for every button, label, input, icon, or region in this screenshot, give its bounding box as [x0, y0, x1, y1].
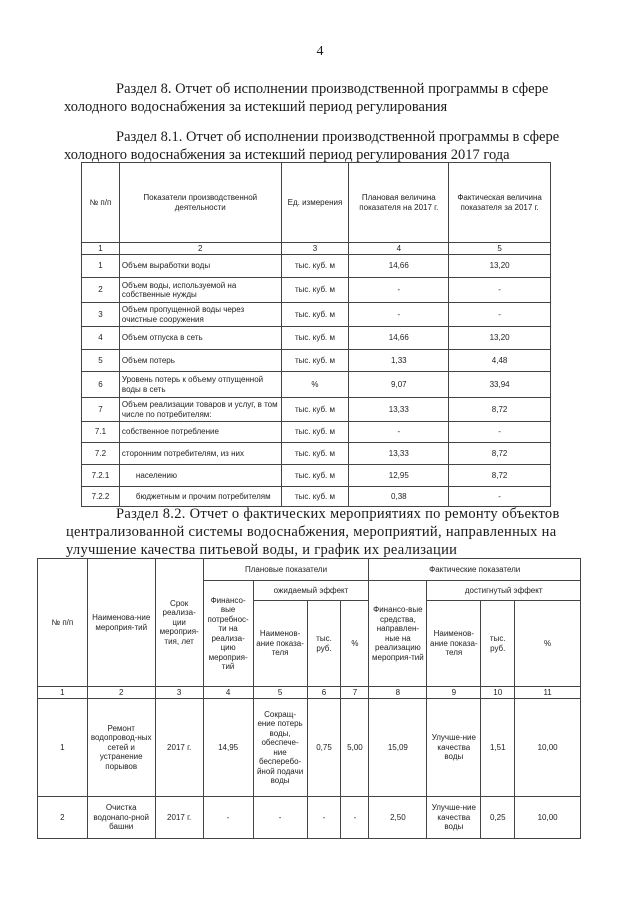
- row-term: 2017 г.: [155, 699, 203, 797]
- row-fact: 13,20: [449, 327, 551, 350]
- col-number: 1: [38, 687, 88, 699]
- row-achieved-rub: 1,51: [481, 699, 515, 797]
- table-row: [82, 255, 551, 278]
- row-fact: -: [449, 278, 551, 303]
- section-8-2-title-cont2: улучшение качества питьевой воды, и график их реализации: [66, 542, 458, 558]
- table-row: [82, 327, 551, 350]
- row-indicator: бюджетным и прочим потребителям: [119, 487, 281, 507]
- section-8-title: Раздел 8. Отчет об исполнении производственной программы в сфере: [116, 81, 549, 97]
- header-fact: Фактическая величина показателя за 2017 г.: [449, 163, 551, 243]
- header-indicator: Показатели производственной деятельности: [119, 163, 281, 243]
- row-measure-name: Ремонт водопровод-ных сетей и устранение порывов: [87, 699, 155, 797]
- section-8-1-title: Раздел 8.1. Отчет об исполнении производственной программы в сфере: [116, 129, 560, 145]
- col-number: 2: [119, 243, 281, 255]
- table-row: [82, 422, 551, 443]
- row-plan: 13,33: [349, 443, 449, 465]
- row-unit: тыс. куб. м: [281, 487, 349, 507]
- row-indicator: Объем реализации товаров и услуг, в том числе по потребителям:: [119, 398, 281, 422]
- row-no: 7.2.1: [82, 465, 120, 487]
- row-no: 1: [38, 699, 88, 797]
- header-no: № п/п: [38, 559, 88, 687]
- header-expected-pct: %: [341, 601, 369, 687]
- row-expected-rub: 0,75: [307, 699, 341, 797]
- row-no: 2: [82, 278, 120, 303]
- row-unit: тыс. куб. м: [281, 443, 349, 465]
- row-plan: 1,33: [349, 350, 449, 372]
- row-fact: -: [449, 422, 551, 443]
- header-achieved-pct: %: [515, 601, 581, 687]
- row-fact: -: [449, 303, 551, 327]
- header-expected-name: Наименов-ание показа-теля: [253, 601, 307, 687]
- row-plan-finance: 14,95: [203, 699, 253, 797]
- row-indicator: Объем выработки воды: [119, 255, 281, 278]
- col-number: 1: [82, 243, 120, 255]
- page-number: 4: [316, 44, 324, 59]
- row-achieved-pct: 10,00: [515, 797, 581, 839]
- header-plan: Плановая величина показателя на 2017 г.: [349, 163, 449, 243]
- col-number: 8: [369, 687, 427, 699]
- header-achieved-rub: тыс. руб.: [481, 601, 515, 687]
- section-8-title-cont: холодного водоснабжения за истекший период регулирования: [64, 99, 448, 115]
- row-no: 7: [82, 398, 120, 422]
- row-unit: тыс. куб. м: [281, 350, 349, 372]
- header-fact-finance: Финансо-вые средства, направлен-ные на реализацию мероприя-тий: [369, 581, 427, 687]
- row-unit: тыс. куб. м: [281, 255, 349, 278]
- row-achieved-pct: 10,00: [515, 699, 581, 797]
- row-expected-name: Сокращ-ение потерь воды, обеспече-ние бесперебо-йной подачи воды: [253, 699, 307, 797]
- col-number: 5: [449, 243, 551, 255]
- row-plan: 0,38: [349, 487, 449, 507]
- table-row: [82, 303, 551, 327]
- header-plan-indicators: Плановые показатели: [203, 559, 369, 581]
- col-number: 11: [515, 687, 581, 699]
- row-no: 2: [38, 797, 88, 839]
- header-measure-name: Наименова-ние мероприя-тий: [87, 559, 155, 687]
- row-indicator: Объем потерь: [119, 350, 281, 372]
- row-indicator: Объем отпуска в сеть: [119, 327, 281, 350]
- row-expected-pct: 5,00: [341, 699, 369, 797]
- row-plan: -: [349, 303, 449, 327]
- row-no: 5: [82, 350, 120, 372]
- table-row: [82, 465, 551, 487]
- row-fact: -: [449, 487, 551, 507]
- column-number-row: [82, 243, 551, 255]
- row-no: 6: [82, 372, 120, 398]
- col-number: 5: [253, 687, 307, 699]
- row-no: 7.1: [82, 422, 120, 443]
- header-no: № п/п: [82, 163, 120, 243]
- col-number: 10: [481, 687, 515, 699]
- col-number: 7: [341, 687, 369, 699]
- col-number: 4: [349, 243, 449, 255]
- section-8-2-title-cont: централизованной системы водоснабжения, мероприятий, направленных на: [66, 524, 557, 540]
- col-number: 9: [427, 687, 481, 699]
- header-plan-finance: Финансо-вые потребнос-ти на реализа-цию мероприя-тий: [203, 581, 253, 687]
- row-plan-finance: -: [203, 797, 253, 839]
- col-number: 6: [307, 687, 341, 699]
- row-fact: 13,20: [449, 255, 551, 278]
- table-row: [82, 398, 551, 422]
- header-expected-rub: тыс. руб.: [307, 601, 341, 687]
- table-row: [82, 372, 551, 398]
- header-expected-effect: ожидаемый эффект: [253, 581, 369, 601]
- header-term: Срок реализа-ции мероприя-тия, лет: [155, 559, 203, 687]
- row-indicator: населению: [119, 465, 281, 487]
- row-plan: 9,07: [349, 372, 449, 398]
- table-row: [38, 699, 581, 797]
- row-fact: 33,94: [449, 372, 551, 398]
- row-indicator: Уровень потерь к объему отпущенной воды в сеть: [119, 372, 281, 398]
- row-indicator: Объем пропущенной воды через очистные сооружения: [119, 303, 281, 327]
- col-number: 3: [155, 687, 203, 699]
- row-plan: 12,95: [349, 465, 449, 487]
- header-achieved-effect: достигнутый эффект: [427, 581, 581, 601]
- row-plan: 14,66: [349, 327, 449, 350]
- row-no: 7.2.2: [82, 487, 120, 507]
- header-unit: Ед. измерения: [281, 163, 349, 243]
- row-unit: тыс. куб. м: [281, 398, 349, 422]
- section-8-2-title: Раздел 8.2. Отчет о фактических мероприятиях по ремонту объектов: [116, 506, 560, 522]
- row-unit: тыс. куб. м: [281, 278, 349, 303]
- table-row: [82, 350, 551, 372]
- row-indicator: Объем воды, используемой на собственные нужды: [119, 278, 281, 303]
- row-plan: 13,33: [349, 398, 449, 422]
- table-row: [82, 487, 551, 507]
- row-plan: -: [349, 278, 449, 303]
- header-achieved-name: Наименов-ание показа-теля: [427, 601, 481, 687]
- col-number: 2: [87, 687, 155, 699]
- row-unit: тыс. куб. м: [281, 327, 349, 350]
- row-expected-pct: -: [341, 797, 369, 839]
- row-plan: 14,66: [349, 255, 449, 278]
- table-row: [82, 443, 551, 465]
- row-indicator: сторонним потребителям, из них: [119, 443, 281, 465]
- row-achieved-name: Улучше-ние качества воды: [427, 699, 481, 797]
- row-achieved-rub: 0,25: [481, 797, 515, 839]
- row-fact-finance: 15,09: [369, 699, 427, 797]
- row-no: 3: [82, 303, 120, 327]
- row-indicator: собственное потребление: [119, 422, 281, 443]
- row-no: 4: [82, 327, 120, 350]
- row-fact: 4,48: [449, 350, 551, 372]
- header-fact-indicators: Фактические показатели: [369, 559, 581, 581]
- row-plan: -: [349, 422, 449, 443]
- table-row: [82, 278, 551, 303]
- row-unit: тыс. куб. м: [281, 303, 349, 327]
- col-number: 4: [203, 687, 253, 699]
- production-program-table: [81, 162, 551, 507]
- row-expected-name: -: [253, 797, 307, 839]
- section-8-1-title-cont: холодного водоснабжения за истекший период регулирования 2017 года: [64, 147, 510, 163]
- measures-table: [37, 558, 581, 839]
- row-fact: 8,72: [449, 443, 551, 465]
- row-measure-name: Очистка водонапо-рной башни: [87, 797, 155, 839]
- row-expected-rub: -: [307, 797, 341, 839]
- row-fact: 8,72: [449, 398, 551, 422]
- column-number-row: [38, 687, 581, 699]
- row-unit: тыс. куб. м: [281, 422, 349, 443]
- row-no: 1: [82, 255, 120, 278]
- row-fact: 8,72: [449, 465, 551, 487]
- row-unit: %: [281, 372, 349, 398]
- table-row: [38, 797, 581, 839]
- row-unit: тыс. куб. м: [281, 465, 349, 487]
- row-term: 2017 г.: [155, 797, 203, 839]
- row-achieved-name: Улучше-ние качества воды: [427, 797, 481, 839]
- col-number: 3: [281, 243, 349, 255]
- row-fact-finance: 2,50: [369, 797, 427, 839]
- row-no: 7.2: [82, 443, 120, 465]
